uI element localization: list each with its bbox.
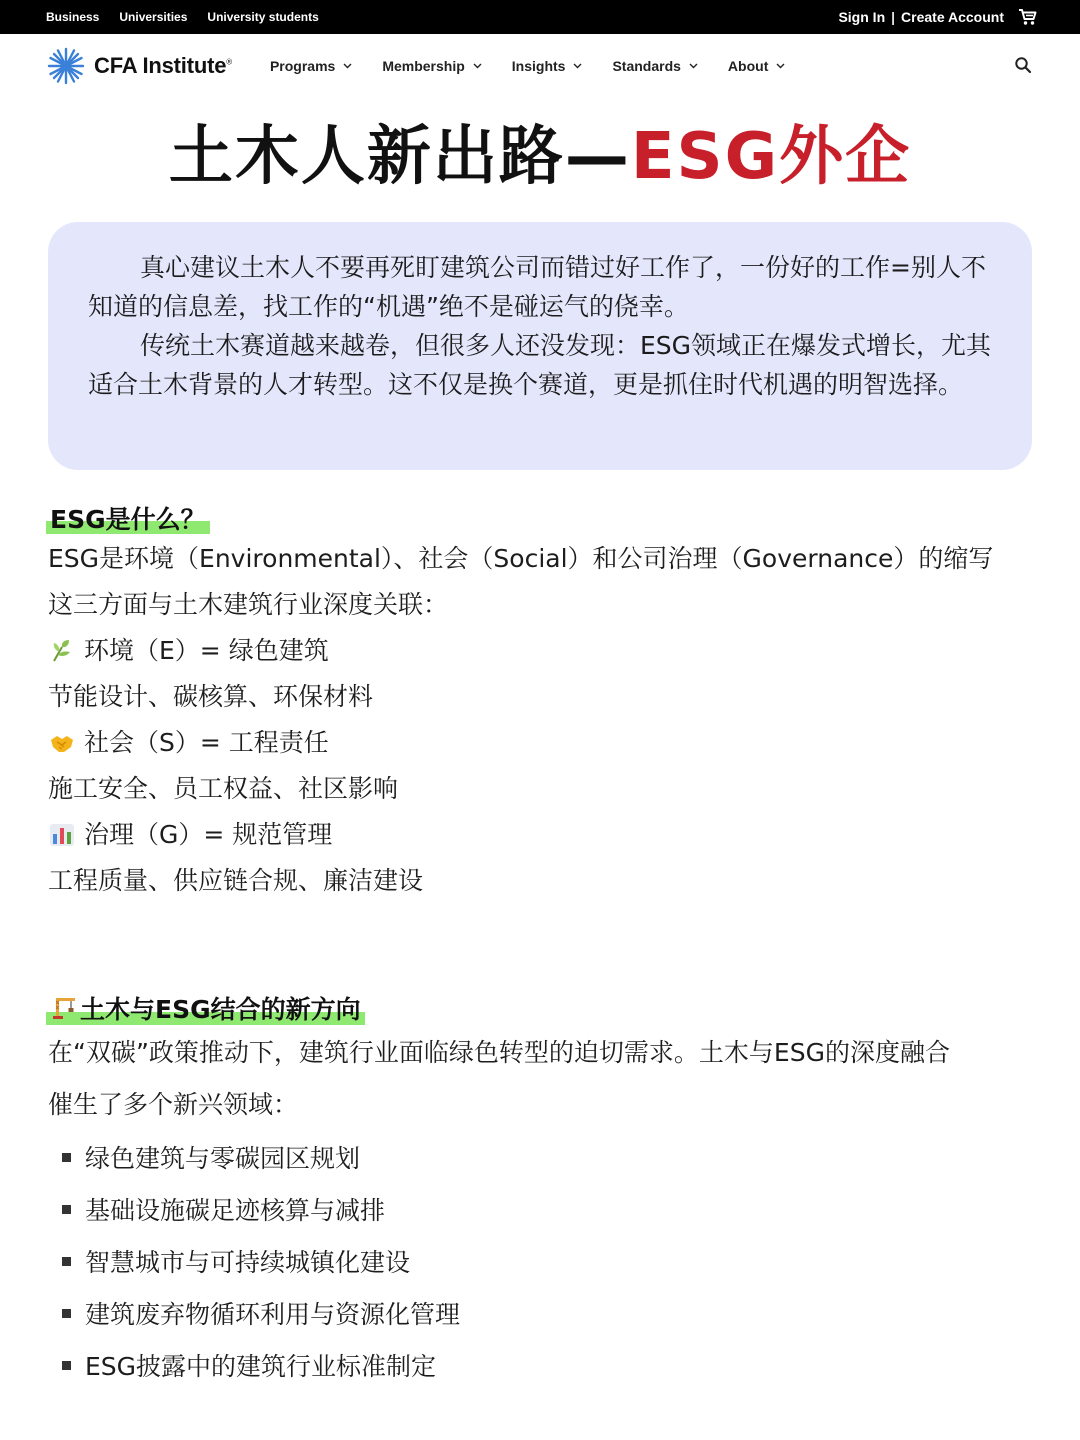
section-what-is-esg [48,500,1038,904]
page-title [0,120,1080,194]
bar-chart-icon [48,821,76,849]
gov-desc: 工程质量、供应链合规、廉洁建设 [48,866,424,895]
env-title: 环境（E）= 绿色建筑 [84,636,329,665]
directions-list [48,1131,1038,1391]
social-title: 社会（S）= 工程责任 [84,728,329,757]
directions-intro-2: 催生了多个新兴领域： [48,1090,299,1119]
intro-card [48,222,1032,470]
title-main: 土木人新出路— [168,120,631,194]
link-business[interactable]: Business [46,10,100,24]
sign-in-link[interactable]: Sign In [838,9,886,25]
top-bar [0,0,1080,34]
section-heading: ESG是什么？ [46,500,210,536]
env-desc: 节能设计、碳核算、环保材料 [48,682,374,711]
list-item: 智慧城市与可持续城镇化建设 [48,1235,1038,1287]
cfa-globe-icon [46,46,86,86]
audience-links [46,10,319,24]
intro-paragraph-1: 真心建议土木人不要再死盯建筑公司而错过好工作了，一份好的工作=别人不知道的信息差，找工作的“机遇”绝不是碰运气的侥幸。 [88,253,986,321]
chevron-down-icon [343,63,352,69]
esg-definition: ESG是环境（Environmental）、社会（Social）和公司治理（Governance）的缩写 [48,544,994,573]
account-links [838,8,1038,26]
list-item: 基础设施碳足迹核算与减排 [48,1183,1038,1235]
construction-crane-icon [50,994,78,1022]
list-item: ESG披露中的建筑行业标准制定 [48,1339,1038,1391]
nav-item-about[interactable]: About [728,58,785,74]
section-heading: 土木与ESG结合的新方向 [46,990,365,1027]
link-universities[interactable]: Universities [119,10,188,24]
main-nav [0,34,1080,98]
section-new-directions [48,990,1038,1391]
title-highlight: ESG外企 [630,120,912,194]
env-title-row [48,628,1038,674]
directions-intro-1: 在“双碳”政策推动下，建筑行业面临绿色转型的迫切需求。土木与ESG的深度融合 [48,1038,950,1067]
cart-icon[interactable] [1018,8,1038,26]
nav-menu [270,58,785,74]
create-account-link[interactable]: Create Account [901,9,1004,25]
link-university-students[interactable]: University students [207,10,319,24]
nav-item-membership[interactable]: Membership [382,58,481,74]
chevron-down-icon [473,63,482,69]
nav-item-programs[interactable]: Programs [270,58,352,74]
esg-relation: 这三方面与土木建筑行业深度关联： [48,590,449,619]
herb-icon [48,637,76,665]
cfa-logo[interactable] [46,46,232,86]
social-desc: 施工安全、员工权益、社区影响 [48,774,399,803]
nav-item-standards[interactable]: Standards [612,58,697,74]
search-icon[interactable] [1014,56,1032,79]
list-item: 建筑废弃物循环利用与资源化管理 [48,1287,1038,1339]
nav-item-insights[interactable]: Insights [512,58,583,74]
chevron-down-icon [573,63,582,69]
gov-title: 治理（G）= 规范管理 [84,820,333,849]
handshake-icon [48,729,76,757]
chevron-down-icon [776,63,785,69]
intro-paragraph-2: 传统土木赛道越来越卷，但很多人还没发现：ESG领域正在爆发式增长，尤其适合土木背景的人才转型。这不仅是换个赛道，更是抓住时代机遇的明智选择。 [88,331,992,399]
list-item: 绿色建筑与零碳园区规划 [48,1131,1038,1183]
logo-text: CFA Institute® [94,53,232,78]
gov-title-row [48,812,1038,858]
chevron-down-icon [689,63,698,69]
separator: | [891,9,896,25]
social-title-row [48,720,1038,766]
